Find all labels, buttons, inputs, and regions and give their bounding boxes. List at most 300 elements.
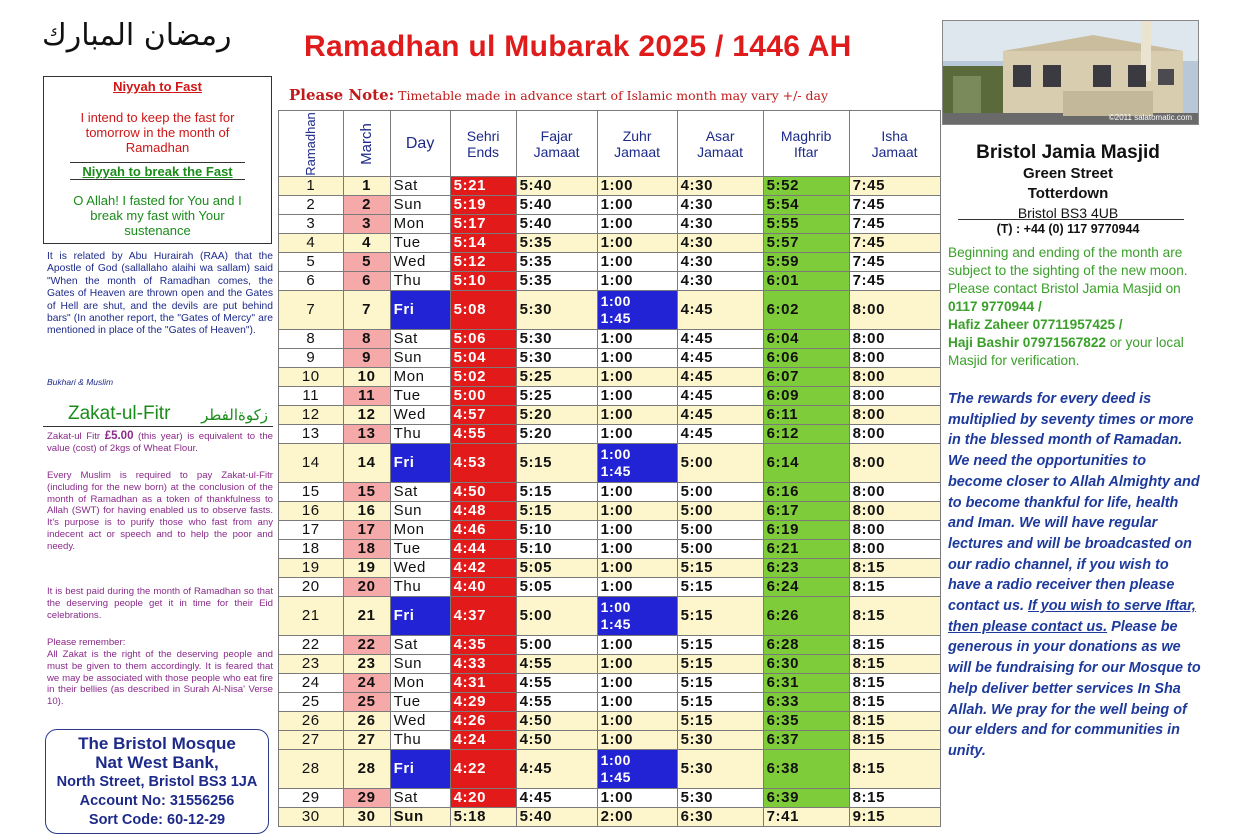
col-header-asar: Asar Jamaat	[677, 111, 763, 177]
cell-maghrib: 6:31	[763, 674, 849, 693]
table-row	[279, 406, 941, 425]
hadith-source: Bukhari & Muslim	[47, 377, 114, 387]
note-text: Timetable made in advance start of Islamic month may vary +/- day	[394, 88, 829, 103]
cell-fajar: 4:55	[516, 693, 597, 712]
cell-zuhr: 1:00	[597, 674, 677, 693]
cell-isha: 8:15	[849, 578, 940, 597]
niyyah-fast-heading: Niyyah to Fast	[113, 79, 202, 94]
cell-ram: 24	[279, 674, 344, 693]
cell-mar: 14	[343, 444, 390, 483]
cell-sehri: 5:19	[450, 196, 516, 215]
cell-zuhr: 1:00	[597, 234, 677, 253]
cell-day: Sun	[390, 349, 450, 368]
cell-ram: 10	[279, 368, 344, 387]
cell-isha: 8:15	[849, 789, 940, 808]
cell-fajar: 5:15	[516, 502, 597, 521]
cell-mar: 11	[343, 387, 390, 406]
cell-fajar: 5:10	[516, 521, 597, 540]
cell-day: Fri	[390, 291, 450, 330]
cell-isha: 8:00	[849, 291, 940, 330]
cell-ram: 11	[279, 387, 344, 406]
cell-day: Fri	[390, 597, 450, 636]
niyyah-box	[43, 76, 272, 244]
cell-maghrib: 6:33	[763, 693, 849, 712]
cell-maghrib: 6:30	[763, 655, 849, 674]
cell-isha: 7:45	[849, 272, 940, 291]
cell-asar: 5:15	[677, 636, 763, 655]
cell-ram: 30	[279, 808, 344, 827]
bank-details-box	[45, 729, 269, 834]
cell-day: Fri	[390, 444, 450, 483]
cell-isha: 8:00	[849, 368, 940, 387]
cell-sehri: 5:02	[450, 368, 516, 387]
bank-account-name: The Bristol Mosque	[78, 734, 236, 753]
cell-maghrib: 6:11	[763, 406, 849, 425]
niyyah-break-heading: Niyyah to break the Fast	[82, 164, 233, 179]
cell-mar: 9	[343, 349, 390, 368]
cell-isha: 7:45	[849, 215, 940, 234]
cell-zuhr: 1:00	[597, 559, 677, 578]
col-header-fajar: Fajar Jamaat	[516, 111, 597, 177]
cell-isha: 8:15	[849, 731, 940, 750]
table-row	[279, 272, 941, 291]
cell-sehri: 5:10	[450, 272, 516, 291]
cell-zuhr: 1:00	[597, 406, 677, 425]
mosque-phone: (T) : +44 (0) 117 9770944	[996, 222, 1140, 236]
table-row	[279, 234, 941, 253]
cell-asar: 5:00	[677, 444, 763, 483]
cell-isha: 7:45	[849, 196, 940, 215]
cell-fajar: 4:55	[516, 674, 597, 693]
bank-address: North Street, Bristol BS3 1JA	[56, 773, 258, 790]
cell-zuhr: 1:00	[597, 177, 677, 196]
cell-fajar: 5:05	[516, 578, 597, 597]
cell-mar: 24	[343, 674, 390, 693]
page-title: Ramadhan ul Mubarak 2025 / 1446 AH	[304, 30, 852, 63]
cell-sehri: 4:20	[450, 789, 516, 808]
cell-asar: 4:30	[677, 177, 763, 196]
cell-mar: 10	[343, 368, 390, 387]
cell-day: Mon	[390, 368, 450, 387]
cell-sehri: 5:06	[450, 330, 516, 349]
cell-day: Tue	[390, 234, 450, 253]
cell-day: Wed	[390, 406, 450, 425]
cell-isha: 8:15	[849, 693, 940, 712]
cell-zuhr: 1:00	[597, 655, 677, 674]
table-row	[279, 789, 941, 808]
cell-fajar: 5:00	[516, 597, 597, 636]
cell-mar: 13	[343, 425, 390, 444]
cell-fajar: 5:15	[516, 444, 597, 483]
cell-maghrib: 5:59	[763, 253, 849, 272]
cell-maghrib: 6:06	[763, 349, 849, 368]
cell-asar: 5:00	[677, 521, 763, 540]
cell-maghrib: 5:55	[763, 215, 849, 234]
cell-isha: 8:00	[849, 425, 940, 444]
cell-zuhr: 2:00	[597, 808, 677, 827]
cell-zuhr: 1:00	[597, 387, 677, 406]
bank-sort-code: Sort Code: 60-12-29	[88, 812, 226, 829]
cell-mar: 21	[343, 597, 390, 636]
cell-sehri: 4:40	[450, 578, 516, 597]
moon-note-contact-1: Hafiz Zaheer 07711957425 /	[948, 317, 1123, 332]
cell-maghrib: 6:28	[763, 636, 849, 655]
cell-day: Mon	[390, 215, 450, 234]
cell-maghrib: 5:54	[763, 196, 849, 215]
cell-sehri: 4:48	[450, 502, 516, 521]
cell-asar: 5:15	[677, 655, 763, 674]
cell-isha: 8:15	[849, 712, 940, 731]
table-row	[279, 215, 941, 234]
niyyah-break-text: O Allah! I fasted for You and I break my fast with Your sustenance	[73, 193, 242, 238]
moon-note-contact-2: Haji Bashir 07971567822	[948, 335, 1106, 350]
cell-day: Wed	[390, 712, 450, 731]
cell-asar: 6:30	[677, 808, 763, 827]
cell-sehri: 4:37	[450, 597, 516, 636]
cell-fajar: 4:45	[516, 750, 597, 789]
cell-ram: 14	[279, 444, 344, 483]
cell-sehri: 4:31	[450, 674, 516, 693]
cell-day: Sun	[390, 655, 450, 674]
col-header-isha: Isha Jamaat	[849, 111, 940, 177]
cell-sehri: 5:14	[450, 234, 516, 253]
cell-mar: 5	[343, 253, 390, 272]
mosque-photo-image	[943, 21, 1199, 125]
cell-maghrib: 6:17	[763, 502, 849, 521]
cell-asar: 5:15	[677, 674, 763, 693]
cell-sehri: 5:00	[450, 387, 516, 406]
cell-asar: 4:45	[677, 291, 763, 330]
cell-asar: 4:30	[677, 196, 763, 215]
cell-sehri: 4:50	[450, 483, 516, 502]
col-header-zuhr: Zuhr Jamaat	[597, 111, 677, 177]
rewards-text-1: The rewards for every deed is multiplied by seventy times or more in the blessed month of Ramadan. We need the opportunities to become closer to Allah Almighty and to become thankful for life, health and Iman. We will have regular lectures and will be broadcasted on our radio channel, if you wish to have a radio receiver then please contact us.	[948, 391, 1200, 615]
cell-fajar: 4:50	[516, 712, 597, 731]
table-row	[279, 750, 941, 789]
cell-ram: 18	[279, 540, 344, 559]
cell-mar: 19	[343, 559, 390, 578]
cell-maghrib: 6:09	[763, 387, 849, 406]
cell-zuhr: 1:00	[597, 253, 677, 272]
cell-fajar: 5:35	[516, 272, 597, 291]
cell-day: Wed	[390, 253, 450, 272]
cell-zuhr: 1:00	[597, 215, 677, 234]
cell-asar: 5:15	[677, 559, 763, 578]
table-header-row	[279, 111, 941, 177]
zakat-title-arabic: زكوةالفطر	[201, 406, 268, 424]
cell-mar: 2	[343, 196, 390, 215]
cell-fajar: 5:35	[516, 253, 597, 272]
bank-name: Nat West Bank,	[95, 753, 219, 773]
cell-zuhr: 1:00	[597, 349, 677, 368]
table-row	[279, 712, 941, 731]
bank-account-number: Account No: 31556256	[79, 792, 235, 809]
cell-fajar: 5:10	[516, 540, 597, 559]
cell-ram: 29	[279, 789, 344, 808]
cell-maghrib: 6:12	[763, 425, 849, 444]
cell-fajar: 4:50	[516, 731, 597, 750]
col-header-day: Day	[390, 111, 450, 177]
address-divider	[958, 219, 1184, 220]
cell-isha: 8:00	[849, 502, 940, 521]
cell-sehri: 4:44	[450, 540, 516, 559]
cell-sehri: 5:12	[450, 253, 516, 272]
cell-zuhr: 1:00	[597, 693, 677, 712]
cell-asar: 4:45	[677, 406, 763, 425]
cell-mar: 26	[343, 712, 390, 731]
cell-ram: 15	[279, 483, 344, 502]
cell-fajar: 5:20	[516, 425, 597, 444]
cell-day: Thu	[390, 731, 450, 750]
cell-ram: 2	[279, 196, 344, 215]
cell-maghrib: 6:35	[763, 712, 849, 731]
cell-sehri: 5:04	[450, 349, 516, 368]
cell-mar: 16	[343, 502, 390, 521]
cell-isha: 8:15	[849, 674, 940, 693]
cell-sehri: 5:17	[450, 215, 516, 234]
cell-mar: 23	[343, 655, 390, 674]
moon-sighting-note	[948, 244, 1198, 370]
cell-ram: 20	[279, 578, 344, 597]
table-row	[279, 674, 941, 693]
cell-sehri: 4:57	[450, 406, 516, 425]
cell-asar: 4:30	[677, 234, 763, 253]
cell-asar: 4:30	[677, 215, 763, 234]
rewards-text-2: Please be generous in your donations as we will be fundraising for our Mosque to help deliver better services In Sha Allah. We pray for the well being of our elders and for communities in unity.	[948, 618, 1201, 759]
cell-sehri: 4:24	[450, 731, 516, 750]
cell-day: Thu	[390, 578, 450, 597]
cell-day: Tue	[390, 693, 450, 712]
cell-zuhr: 1:00 1:45	[597, 291, 677, 330]
cell-ram: 12	[279, 406, 344, 425]
cell-ram: 19	[279, 559, 344, 578]
cell-maghrib: 6:23	[763, 559, 849, 578]
cell-day: Fri	[390, 750, 450, 789]
cell-fajar: 5:30	[516, 291, 597, 330]
cell-asar: 4:30	[677, 253, 763, 272]
zakat-duty-paragraph: Every Muslim is required to pay Zakat-ul-Fitr (including for the new born) at the conclusion of the month of Ramadhan as a token of thankfulness to Allah (SWT) for having enabled us to observe fasts. It's purpose is to purify those who fast from any indecent act or speech and to help the poor and needy.	[47, 470, 273, 552]
cell-ram: 13	[279, 425, 344, 444]
cell-zuhr: 1:00 1:45	[597, 597, 677, 636]
cell-asar: 4:45	[677, 349, 763, 368]
mosque-photo	[942, 20, 1199, 125]
niyyah-fast-text: I intend to keep the fast for tomorrow in the month of Ramadhan	[80, 110, 235, 155]
cell-fajar: 5:20	[516, 406, 597, 425]
cell-asar: 5:15	[677, 578, 763, 597]
cell-day: Sat	[390, 636, 450, 655]
cell-zuhr: 1:00	[597, 272, 677, 291]
cell-day: Sun	[390, 502, 450, 521]
cell-zuhr: 1:00	[597, 483, 677, 502]
cell-ram: 17	[279, 521, 344, 540]
cell-isha: 8:00	[849, 406, 940, 425]
cell-ram: 3	[279, 215, 344, 234]
cell-zuhr: 1:00	[597, 330, 677, 349]
cell-zuhr: 1:00	[597, 425, 677, 444]
cell-fajar: 5:30	[516, 349, 597, 368]
cell-asar: 4:30	[677, 272, 763, 291]
cell-maghrib: 5:57	[763, 234, 849, 253]
cell-isha: 8:00	[849, 349, 940, 368]
cell-asar: 5:15	[677, 597, 763, 636]
col-header-ramadhan: Ramadhan	[279, 111, 344, 177]
zakat-title-text: Zakat-ul-Fitr	[68, 403, 171, 424]
col-header-march: March	[343, 111, 390, 177]
cell-isha: 8:00	[849, 444, 940, 483]
cell-mar: 1	[343, 177, 390, 196]
cell-isha: 8:00	[849, 521, 940, 540]
cell-isha: 8:15	[849, 597, 940, 636]
table-row	[279, 368, 941, 387]
cell-asar: 5:00	[677, 483, 763, 502]
cell-ram: 27	[279, 731, 344, 750]
cell-asar: 4:45	[677, 330, 763, 349]
cell-zuhr: 1:00 1:45	[597, 444, 677, 483]
cell-sehri: 4:26	[450, 712, 516, 731]
cell-isha: 8:00	[849, 330, 940, 349]
table-row	[279, 425, 941, 444]
cell-zuhr: 1:00	[597, 712, 677, 731]
cell-ram: 4	[279, 234, 344, 253]
cell-ram: 8	[279, 330, 344, 349]
cell-day: Sun	[390, 196, 450, 215]
cell-mar: 20	[343, 578, 390, 597]
prayer-timetable	[278, 110, 941, 827]
cell-maghrib: 6:21	[763, 540, 849, 559]
table-row	[279, 808, 941, 827]
cell-mar: 28	[343, 750, 390, 789]
cell-day: Sat	[390, 789, 450, 808]
zakat-timing-paragraph: It is best paid during the month of Ramadhan so that the deserving people get it in time for their Eid celebrations.	[47, 586, 273, 621]
rewards-iftar-link: If you wish to serve Iftar, then please contact us.	[948, 598, 1196, 635]
cell-sehri: 4:42	[450, 559, 516, 578]
table-row	[279, 349, 941, 368]
cell-zuhr: 1:00	[597, 502, 677, 521]
cell-day: Wed	[390, 559, 450, 578]
hadith-text: It is related by Abu Hurairah (RAA) that the Apostle of God (sallallaho alaihi wa sallam) said "When the month of Ramadhan comes, the Gates of Heaven are thrown open and the Gates of Hell are shut, and the devils are put behind bars" (In another report, the "Gates of Mercy" are mentioned in place of the "Gates of Heaven").	[47, 251, 273, 337]
cell-asar: 5:15	[677, 693, 763, 712]
table-row	[279, 330, 941, 349]
cell-isha: 7:45	[849, 177, 940, 196]
cell-day: Tue	[390, 540, 450, 559]
mosque-area: Totterdown	[1027, 185, 1109, 202]
moon-note-text: Beginning and ending of the month are subject to the sighting of the new moon. Please contact Bristol Jamia Masjid on	[948, 245, 1188, 296]
col-header-maghrib: Maghrib Iftar	[763, 111, 849, 177]
cell-ram: 5	[279, 253, 344, 272]
cell-asar: 5:30	[677, 750, 763, 789]
cell-ram: 28	[279, 750, 344, 789]
cell-maghrib: 5:52	[763, 177, 849, 196]
cell-maghrib: 6:01	[763, 272, 849, 291]
cell-asar: 4:45	[677, 368, 763, 387]
cell-isha: 8:00	[849, 483, 940, 502]
cell-fajar: 5:35	[516, 234, 597, 253]
table-row	[279, 540, 941, 559]
photo-credit: ©2011 salatomatic.com	[1108, 113, 1192, 122]
cell-sehri: 4:35	[450, 636, 516, 655]
cell-fajar: 5:30	[516, 330, 597, 349]
timetable-note	[289, 86, 828, 104]
cell-maghrib: 6:19	[763, 521, 849, 540]
cell-fajar: 5:05	[516, 559, 597, 578]
cell-day: Mon	[390, 521, 450, 540]
cell-mar: 29	[343, 789, 390, 808]
arabic-title: رمضان المبارك	[42, 18, 232, 53]
table-row	[279, 655, 941, 674]
cell-zuhr: 1:00	[597, 368, 677, 387]
cell-mar: 22	[343, 636, 390, 655]
zakat-amount: £5.00	[104, 430, 134, 442]
cell-maghrib: 6:37	[763, 731, 849, 750]
cell-sehri: 4:46	[450, 521, 516, 540]
cell-isha: 8:15	[849, 559, 940, 578]
cell-maghrib: 6:38	[763, 750, 849, 789]
cell-fajar: 5:15	[516, 483, 597, 502]
cell-sehri: 5:18	[450, 808, 516, 827]
cell-asar: 5:30	[677, 731, 763, 750]
cell-maghrib: 6:02	[763, 291, 849, 330]
cell-day: Sat	[390, 483, 450, 502]
cell-zuhr: 1:00 1:45	[597, 750, 677, 789]
cell-mar: 15	[343, 483, 390, 502]
cell-mar: 18	[343, 540, 390, 559]
mosque-street: Green Street	[1022, 165, 1114, 182]
cell-day: Mon	[390, 674, 450, 693]
cell-day: Sat	[390, 177, 450, 196]
cell-asar: 4:45	[677, 425, 763, 444]
cell-maghrib: 6:04	[763, 330, 849, 349]
zakat-divider	[43, 426, 273, 427]
cell-fajar: 5:40	[516, 177, 597, 196]
table-row	[279, 483, 941, 502]
cell-mar: 7	[343, 291, 390, 330]
cell-sehri: 4:22	[450, 750, 516, 789]
zakat-remember-paragraph: All Zakat is the right of the deserving people and must be given to them accordingly. It is feared that we may be associated with those people who eat fire in their bellies (as described in Surah Al-Nisa' Verse 10).	[47, 649, 273, 708]
cell-zuhr: 1:00	[597, 636, 677, 655]
table-row	[279, 693, 941, 712]
table-row	[279, 636, 941, 655]
cell-day: Tue	[390, 387, 450, 406]
cell-ram: 21	[279, 597, 344, 636]
cell-zuhr: 1:00	[597, 789, 677, 808]
cell-mar: 8	[343, 330, 390, 349]
cell-sehri: 4:53	[450, 444, 516, 483]
cell-zuhr: 1:00	[597, 540, 677, 559]
zakat-amount-paragraph	[47, 431, 273, 455]
table-row	[279, 291, 941, 330]
cell-ram: 7	[279, 291, 344, 330]
zakat-title	[68, 403, 268, 425]
cell-isha: 9:15	[849, 808, 940, 827]
cell-maghrib: 6:39	[763, 789, 849, 808]
table-row	[279, 521, 941, 540]
note-label: Please Note:	[289, 86, 395, 104]
cell-sehri: 4:29	[450, 693, 516, 712]
cell-sehri: 4:55	[450, 425, 516, 444]
cell-mar: 12	[343, 406, 390, 425]
cell-zuhr: 1:00	[597, 521, 677, 540]
cell-mar: 4	[343, 234, 390, 253]
cell-mar: 27	[343, 731, 390, 750]
cell-isha: 8:15	[849, 750, 940, 789]
table-row	[279, 731, 941, 750]
cell-maghrib: 6:14	[763, 444, 849, 483]
cell-isha: 8:00	[849, 540, 940, 559]
cell-asar: 4:45	[677, 387, 763, 406]
table-row	[279, 387, 941, 406]
table-row	[279, 502, 941, 521]
cell-fajar: 4:45	[516, 789, 597, 808]
